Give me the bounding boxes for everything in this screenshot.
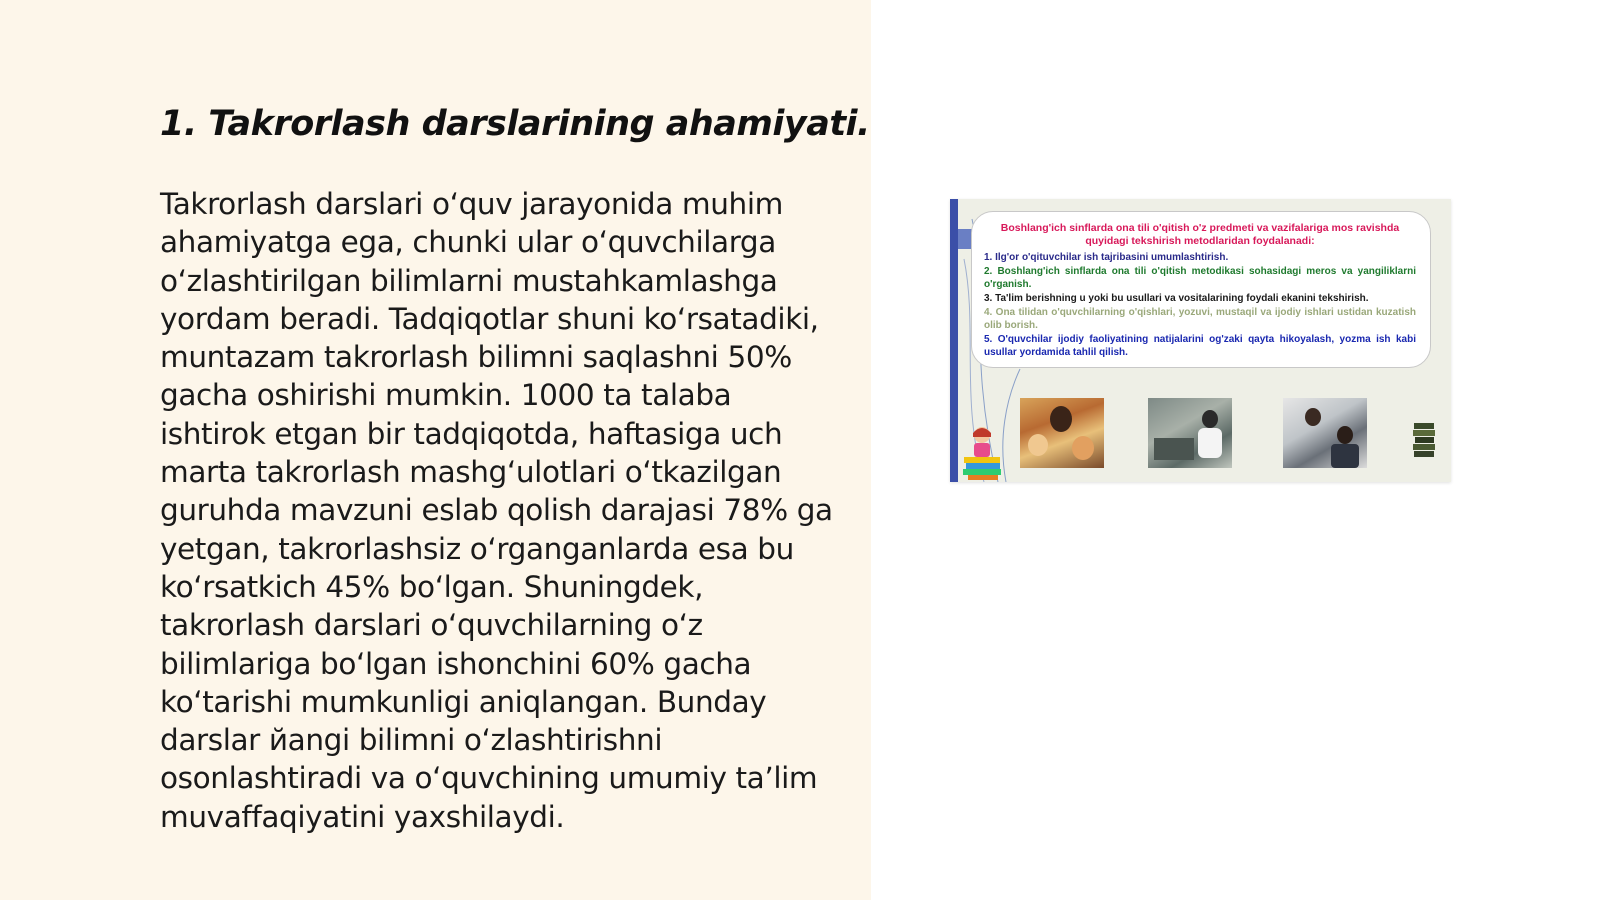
classroom-photo-3 [1283,398,1367,468]
embedded-image [950,199,1451,482]
books-icon [1412,421,1436,459]
info-item-1: 1. Ilg'or o'qituvchilar ish tajribasini umumlashtirish. [984,252,1229,263]
classroom-photo-1 [1020,398,1104,468]
info-heading: Boshlang'ich sinflarda ona tili o'qitish o'z predmeti va vazifalariga mos ravishda quyidagi tekshirish metodlaridan foydalanadi: [1000,222,1400,247]
slide-title: 1. Takrorlash darslarining ahamiyati. [160,104,870,144]
reading-girl-icon [960,423,1006,481]
classroom-photo-2 [1148,398,1232,468]
info-item-5: 5. O'quvchilar ijodiy faoliyatining natijalarini og'zaki qayta hikoyalash, yozma ish kabi usullar yordamida tahlil qilish. [984,334,1416,358]
info-item-4: 4. Ona tilidan o'quvchilarning o'qishlari, yozuvi, mustaqil va ijodiy ishlari ustidan kuzatish olib borish. [984,307,1416,331]
methods-info-box [971,211,1431,368]
info-item-3: 3. Ta'lim berishning u yoki bu usullari va vositalarining foydali ekanini tekshirish. [984,293,1369,304]
image-accent-bar [950,199,958,482]
info-item-2: 2. Boshlang'ich sinflarda ona tili o'qitish metodikasi sohasidagi meros va yangiliklarni o'rganish. [984,266,1416,290]
slide-body-text: Takrorlash darslari o‘quv jarayonida muhim ahamiyatga ega, chunki ular o‘quvchilarga o‘zlashtirilgan bilimlarni mustahkamlashga yordam beradi. Tadqiqotlar shuni ko‘rsatadiki, muntazam takrorlash bilimni saqlashni 50% gacha oshirishi mumkin. 1000 ta talaba ishtirok etgan bir tadqiqotda, haftasiga uch marta takrorlash mashg‘ulotlari o‘tkazilgan guruhda mavzuni eslab qolish darajasi 78% ga yetgan, takrorlashsiz o‘rganganlarda esa bu ko‘rsatkich 45% bo‘lgan. Shuningdek, takrorlash darslari o‘quvchilarning o‘z bilimlariga bo‘lgan ishonchini 60% gacha ko‘tarishi mumkunligi aniqlangan. Bunday darslar йangi bilimni o‘zlashtirishni osonlashtiradi va o‘quvchining umumiy ta’lim muvaffaqiyatini yaxshilaydi. [160,187,833,834]
